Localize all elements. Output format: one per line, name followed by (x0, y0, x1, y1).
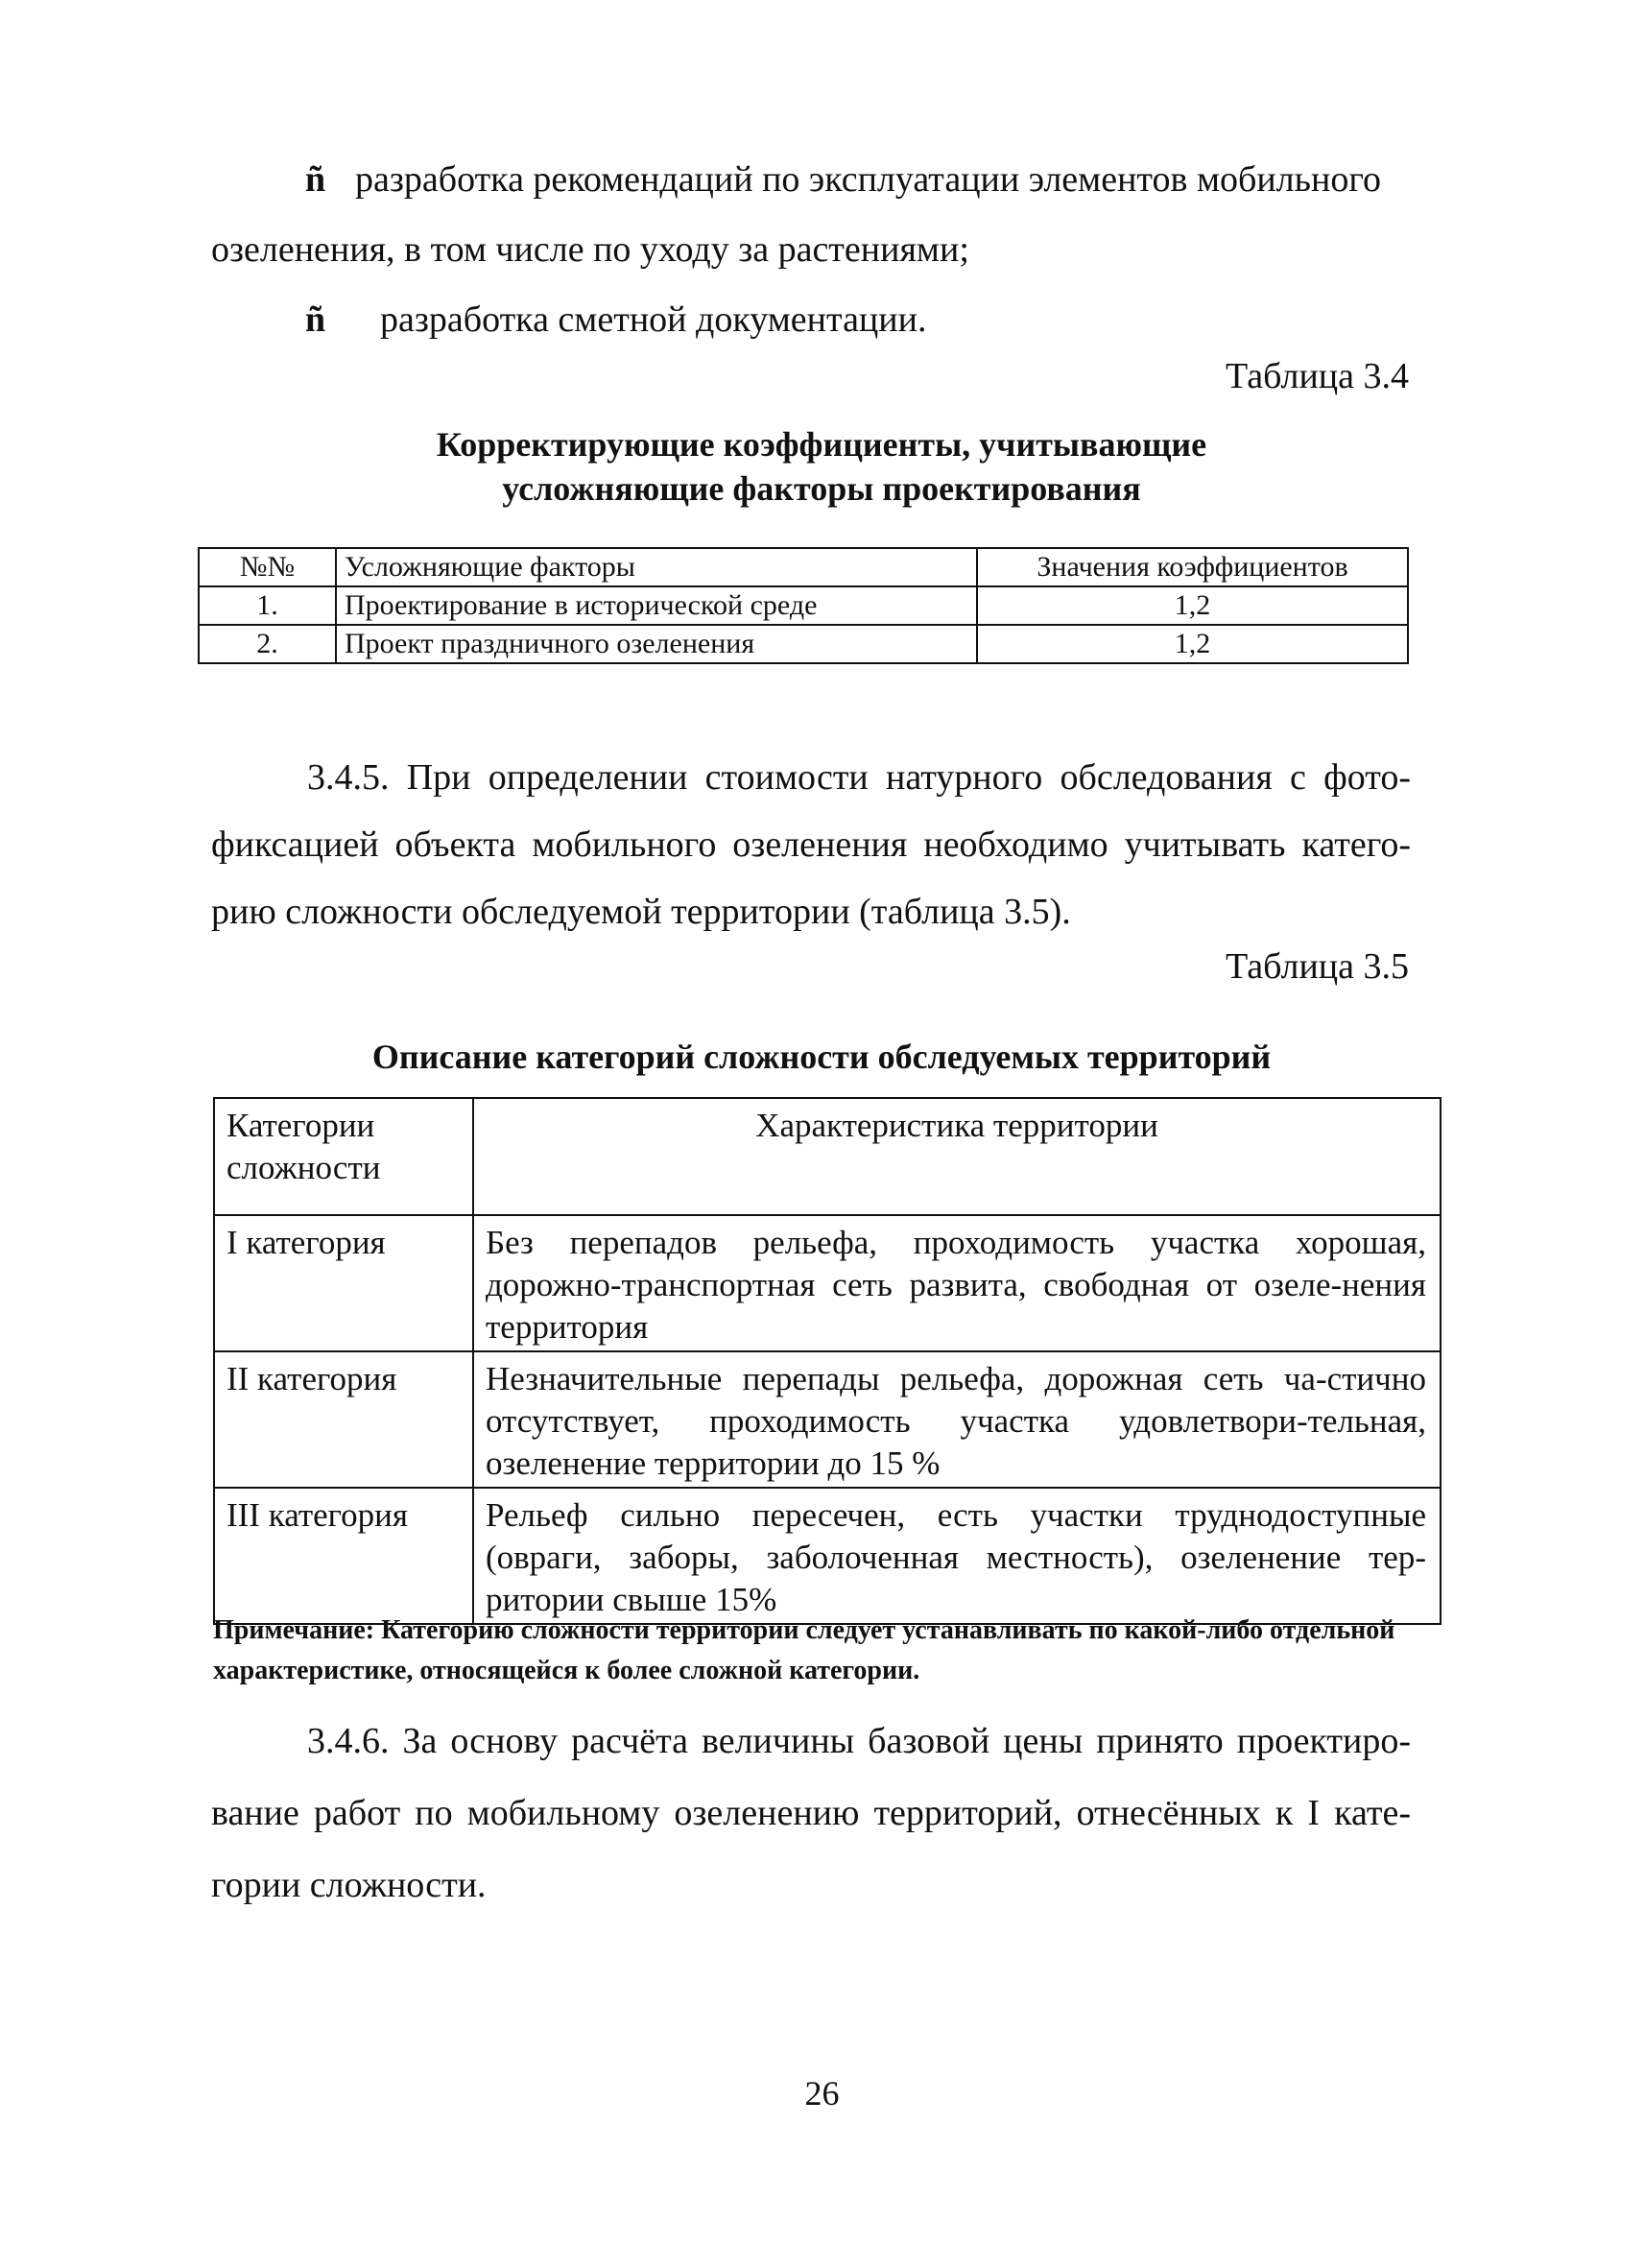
row-number: 2. (199, 625, 336, 663)
row-description: Рельеф сильно пересечен, есть участки труднодоступные (овраги, заборы, заболоченная местность), озеленение тер-ритории свыше 15% (473, 1488, 1441, 1624)
table-3-4-caption: Таблица 3.4 (1225, 356, 1409, 396)
row-category: II категория (214, 1351, 473, 1488)
table-3-4 (198, 547, 1409, 664)
bullet-item-2-text: разработка сметной документации. (380, 299, 927, 340)
table-3-5-caption: Таблица 3.5 (1225, 946, 1409, 987)
bullet-item-2 (305, 284, 926, 356)
row-category: I категория (214, 1215, 473, 1351)
page-number: 26 (804, 2074, 840, 2113)
table-header-row (214, 1098, 1441, 1215)
row-factor: Проектирование в исторической среде (336, 586, 977, 625)
bullet-marker: ñ (305, 299, 326, 340)
row-factor: Проект праздничного озеленения (336, 625, 977, 663)
row-number: 1. (199, 586, 336, 625)
bullet-item-1-text: разработка рекомендаций по эксплуатации элементов мобильного (355, 159, 1381, 200)
paragraph-3-4-6-text: 3.4.6. За основу расчёта величины базовой цены принято проектиро-вание работ по мобильному озеленению территорий, отнесённых к I кате-гории сложности. (211, 1721, 1411, 1905)
table-3-4-title-line-2: усложняющие факторы проектирования (502, 469, 1141, 508)
bullet-item-1-line-1 (305, 144, 1381, 216)
header-cell-values: Значения коэффициентов (977, 548, 1408, 586)
header-cell-number: №№ (199, 548, 336, 586)
table-3-4-title (198, 422, 1445, 511)
header-cell-categories: Категории сложности (214, 1098, 473, 1215)
bullet-marker: ñ (305, 159, 326, 200)
table-row (214, 1215, 1441, 1351)
bullet-item-1-line-2: озеленения, в том числе по уходу за растениями; (211, 229, 969, 270)
row-value: 1,2 (977, 586, 1408, 625)
row-category: III категория (214, 1488, 473, 1624)
table-header-row (199, 548, 1408, 586)
table-row (199, 586, 1408, 625)
row-description: Незначительные перепады рельефа, дорожная сеть ча-стично отсутствует, проходимость участка удовлетвори-тельная, озеленение территории до 15 % (473, 1351, 1441, 1488)
paragraph-3-4-6 (211, 1706, 1411, 1922)
paragraph-3-4-5 (211, 744, 1411, 945)
row-value: 1,2 (977, 625, 1408, 663)
table-row (199, 625, 1408, 663)
table-row (214, 1351, 1441, 1488)
header-cell-factors: Усложняющие факторы (336, 548, 977, 586)
table-3-5-title: Описание категорий сложности обследуемых территорий (371, 1038, 1272, 1076)
paragraph-3-4-5-text: 3.4.5. При определении стоимости натурного обследования с фото-фиксацией объекта мобильного озеленения необходимо учитывать катего-рию сложности обследуемой территории (таблица 3.5). (211, 757, 1411, 932)
row-description: Без перепадов рельефа, проходимость участка хорошая, дорожно-транспортная сеть развита, свободная от озеле-нения территория (473, 1215, 1441, 1351)
table-3-5 (213, 1097, 1441, 1625)
table-3-5-note: Примечание: Категорию сложности территории следует устанавливать по какой-либо отдельной характеристике, относящейся к более сложной категории. (213, 1615, 1395, 1685)
table-3-4-title-line-1: Корректирующие коэффициенты, учитывающие (436, 425, 1207, 464)
header-cell-characteristics: Характеристика территории (473, 1098, 1441, 1215)
table-row (214, 1488, 1441, 1624)
